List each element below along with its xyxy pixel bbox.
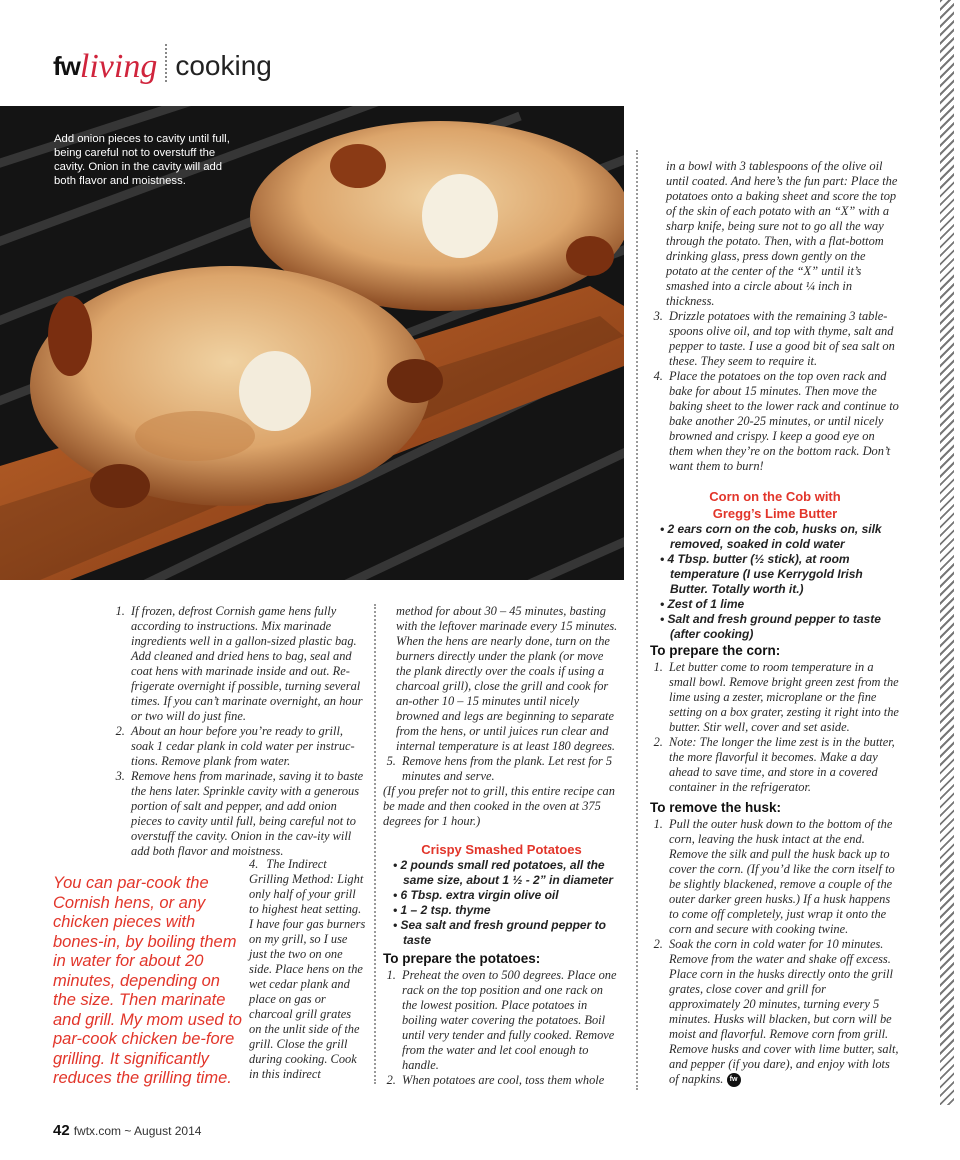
footer-site: fwtx.com ~ August 2014 (73, 1124, 202, 1138)
ingredient: • 6 Tbsp. extra virgin olive oil (389, 888, 620, 903)
column-2 (383, 604, 620, 1088)
decorative-edge-stripe (940, 0, 954, 1105)
brand-living: living (79, 48, 158, 85)
list-item: 1. Pull the outer husk down to the bottom of the corn, leaving the husk intact at the end. Remove the silk and pull the husk back up to cover the corn. (If you’d like the corn itself to be slightly blackened, remove a couple of the outer darker green husks.) If a husk happens to come off completely, just wrap it onto the corn and secure with cooking twine. (666, 817, 900, 937)
section-title: cooking (175, 50, 272, 81)
pull-quote: You can par-cook the Cornish hens, or any chicken pieces with bones-in, by boiling them in water for about 20 minutes, depending on the size. Then marinate and grill. My mom used to par-cook chicken be-fore grilling. It significantly reduces the grilling time. (53, 874, 242, 1087)
ingredient: • 4 Tbsp. butter (½ stick), at room temperature (I use Kerrygold Irish Butter. Totally worth it.) (656, 552, 900, 597)
page-footer (53, 1122, 201, 1139)
husk-step-2: Soak the corn in cold water for 10 minutes. Remove from the water and shake off excess. Place corn in the husks directly onto the grill grates, close cover and grill for approximately 20 minutes, turning every 5 minutes. Husks will blacken, but corn will be moist and flavorful. Remove corn from grill. Remove husks and cover with lime butter, salt, and pepper (if you dare), and enjoy with lots of napkins. (669, 937, 899, 1086)
corn-ingredients (656, 522, 900, 642)
potato-cont: in a bowl with 3 tablespoons of the olive oil until coated. And here’s the fun part: Place the potatoes onto a baking sheet and score the top of the skin of each potato with an “X” with a sharp knife, being sure not to go all the way through the potato. Then, with a flat-bottom drinking glass, press down gently on the potato at the center of the “X” until it’s smashed into a circle about ¼ inch in thickness. (666, 159, 898, 308)
list-item: 5. Remove hens from the plank. Let rest for 5 minutes and serve. (399, 754, 620, 784)
corn-title: Corn on the Cob with Gregg’s Lime Butter (709, 489, 841, 521)
column-divider (636, 150, 638, 1090)
list-item (666, 937, 900, 1087)
step-4-text: The Indirect Grilling Method: Light only half of your grill to highest heat setting. I have four gas burners on my grill, so I use just the two on one side. Place hens on the wet cedar plank and place on gas or charcoal grill grates on the unlit side of the grill. Close the grill during cooking. Cook in this indirect (249, 857, 366, 1081)
list-item: 3. Drizzle potatoes with the remaining 3 table-spoons olive oil, and top with thyme, salt and pepper to taste. I use a good bit of sea salt on these. They seem to require it. (666, 309, 900, 369)
column-1 (112, 604, 366, 859)
photo-caption: Add onion pieces to cavity until full, being careful not to overstuff the cavity. Onion in the cavity will add both flavor and moistness. (54, 133, 230, 187)
potato-title: Crispy Smashed Potatoes (421, 842, 582, 857)
ingredient: • Sea salt and fresh ground pepper to taste (389, 918, 620, 948)
step-4-number: 4. (249, 857, 259, 871)
potato-prep-heading: To prepare the potatoes: (383, 951, 541, 966)
list-item: 2. When potatoes are cool, toss them whole (399, 1073, 620, 1088)
section-header (53, 44, 272, 85)
oven-note: (If you prefer not to grill, this entire recipe can be made and then cooked in the oven at 375 degrees for 1 hour.) (383, 784, 615, 828)
column-divider (374, 604, 376, 1084)
husk-heading: To remove the husk: (650, 800, 782, 815)
fw-end-mark-icon: fw (727, 1073, 741, 1087)
ingredient: • Salt and fresh ground pepper to taste (after cooking) (656, 612, 900, 642)
ingredient: • 2 ears corn on the cob, husks on, silk removed, soaked in cold water (656, 522, 900, 552)
corn-prep-heading: To prepare the corn: (650, 643, 781, 658)
potato-ingredients (389, 858, 620, 948)
step-4 (249, 857, 366, 1082)
header-divider (165, 44, 167, 82)
list-item: 1. Let butter come to room temperature in a small bowl. Remove bright green zest from the lime using a zester, microplane or the fine setting on a box grater, zesting it right into the butter. Stir well, cover and set aside. (666, 660, 900, 735)
ingredient: • 2 pounds small red potatoes, all the same size, about 1 ½ - 2” in diameter (389, 858, 620, 888)
column-3 (650, 159, 900, 1087)
list-item: 2. Note: The longer the lime zest is in the butter, the more flavorful it becomes. Make a day ahead to save time, and store in a covered container in the refrigerator. (666, 735, 900, 795)
page-number: 42 (53, 1122, 70, 1139)
hens-cont: method for about 30 – 45 minutes, basting with the leftover marinade every 15 minutes. When the hens are nearly done, turn on the burners directly under the plank (or move the plank directly over the coals if using a charcoal grill), close the grill and cook for an-other 10 – 15 minutes until nicely browned and legs are beginning to separate from the hens, or until juices run clear and internal temperature is at least 180 degrees. (396, 604, 618, 753)
brand-fw: fw (53, 51, 80, 81)
list-item: 4. Place the potatoes on the top oven rack and bake for about 15 minutes. Then move the baking sheet to the lower rack and continue to bake another 20-25 minutes, or until nicely browned and crispy. I keep a good eye on them when they’re on the bottom rack. Don’t want them to burn! (666, 369, 900, 474)
list-item: 2. About an hour before you’re ready to grill, soak 1 cedar plank in cold water per instruc-tions. Remove plank from water. (128, 724, 366, 769)
ingredient: • Zest of 1 lime (656, 597, 900, 612)
list-item: 3. Remove hens from marinade, saving it to baste the hens later. Sprinkle cavity with a generous portion of salt and pepper, and add onion pieces to cavity until full, being careful not to overstuff the cavity. Onion in the cav-ity will add both flavor and moistness. (128, 769, 366, 859)
ingredient: • 1 – 2 tsp. thyme (389, 903, 620, 918)
list-item: 1. Preheat the oven to 500 degrees. Place one rack on the top position and one rack on the lowest position. Place potatoes in boiling water covering the potatoes. Boil until very tender and fully cooked. Remove from the water and let cool enough to handle. (399, 968, 620, 1073)
list-item: 1. If frozen, defrost Cornish game hens fully according to instructions. Mix marinade ingredients well in a gallon-sized plastic bag. Add cleaned and dried hens to bag, seal and coat hens with marinade inside and out. Re-frigerate overnight if possible, turning several times. If you can’t marinate overnight, an hour or two will do just fine. (128, 604, 366, 724)
